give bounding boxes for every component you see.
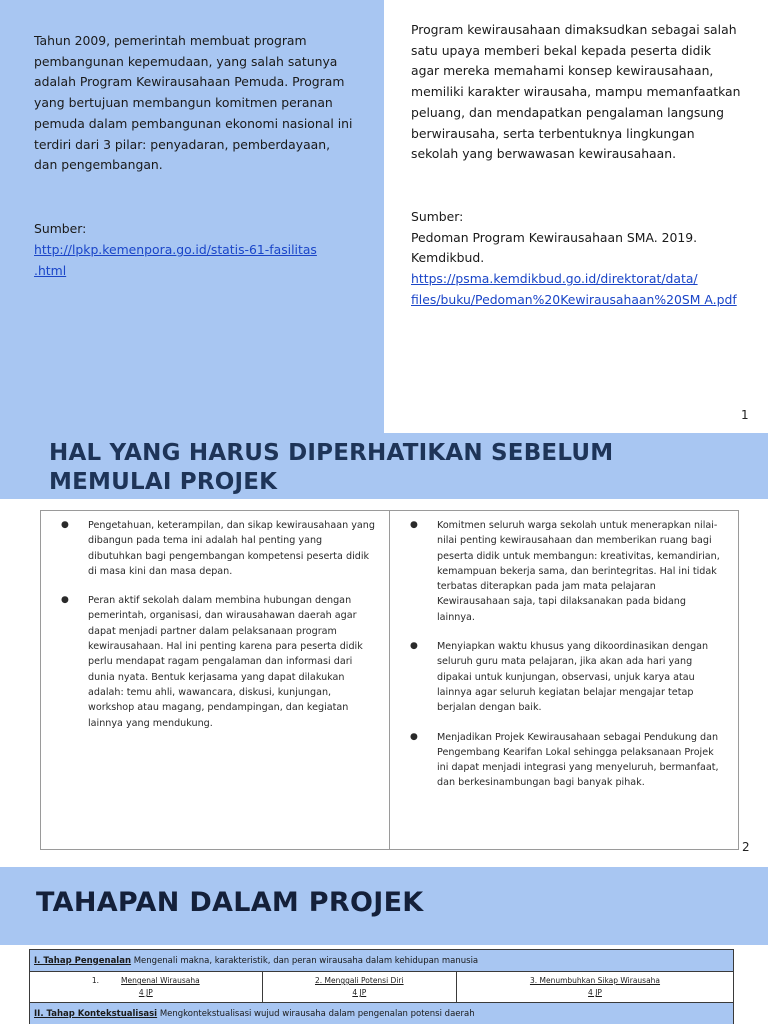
right-paragraph: Program kewirausahaan dimaksudkan sebagai salah satu upaya memberi bekal kepada peserta didik agar mereka memahami konsep kewirausahaan, memiliki karakter wirausaha, mampu memanfaatkan peluang, dan mendapatkan pengalaman langsung berwirausaha, serta terbentuknya lingkungan sekolah yang berwawasan kewirausahaan. xyxy=(411,22,741,162)
list-item: ● Komitmen seluruh warga sekolah untuk menerapkan nilai-nilai penting kewirausahaan dan memberikan ruang bagi peserta didik untuk membangun: kreativitas, kemandirian, kemampuan bekerja sama, dan berintegritas. Hal ini tidak terbatas diterapkan pada jam mata pelajaran Kewirausahaan saja, tapi dilaksanakan pada bidang lainnya. xyxy=(410,520,720,623)
stage-2-cell xyxy=(30,1003,734,1024)
table-row xyxy=(30,972,734,1003)
sub-stage-jp: 4 JP xyxy=(138,988,153,997)
left-paragraph: Tahun 2009, pemerintah membuat program pembangunan kepemudaan, yang salah satunya adalah Program Kewirausahaan Pemuda. Program yang bertujuan membangun komitmen peranan pemuda dalam pembangunan ekonomi nasional ini terdiri dari 3 pilar: penyadaran, pemberdayaan, dan pengembangan. xyxy=(34,33,353,173)
right-source-text: Pedoman Program Kewirausahaan SMA. 2019. Kemdikbud. xyxy=(411,229,698,266)
stage-1-cell xyxy=(30,950,734,972)
slide-header xyxy=(0,867,768,945)
stage-2-description: Mengkontekstualisasi wujud wirausaha dalam pengenalan potensi daerah xyxy=(159,1008,475,1019)
sub-stage-jp: 4 JP xyxy=(352,988,367,997)
sub-stage-cell xyxy=(456,972,733,1003)
slide-3 xyxy=(0,863,768,1024)
kemdikbud-link[interactable]: https://psma.kemdikbud.go.id/direktorat/data/ files/buku/Pedoman%20Kewirausahaan%20SM A.pdf xyxy=(411,271,737,307)
stage-1-title: I. Tahap Pengenalan xyxy=(34,955,132,966)
bullet-icon: ● xyxy=(61,595,69,606)
sub-stage-cell xyxy=(262,972,456,1003)
sub-stage-name: Mengenal Wirausaha xyxy=(121,976,200,985)
page-number: 2 xyxy=(742,840,750,854)
table-row xyxy=(30,1003,734,1024)
stages-table xyxy=(29,949,734,1024)
bullet-icon: ● xyxy=(410,731,418,742)
slide-1 xyxy=(0,0,768,433)
sub-stage-cell: 1. Mengenal Wirausaha 4 JP xyxy=(30,972,263,1003)
bullet-icon: ● xyxy=(410,641,418,652)
right-column xyxy=(389,511,738,849)
slide-title: TAHAPAN DALAM PROJEK xyxy=(36,887,424,918)
sub-stage-name: 2. Menggali Potensi Diri xyxy=(314,976,404,985)
bullet-icon: ● xyxy=(61,520,69,530)
list-item: ● Pengetahuan, keterampilan, dan sikap kewirausahaan yang dibangun pada tema ini adalah hal penting yang dibutuhkan bagi pengembangan kompetensi peserta didik di masa kini dan masa depan. xyxy=(61,520,375,577)
slide-header xyxy=(0,433,768,499)
kemenpora-link[interactable]: http://lpkp.kemenpora.go.id/statis-61-fasilitas .html xyxy=(34,242,317,278)
sub-stage-name: 3. Menumbuhkan Sikap Wirausaha xyxy=(529,976,661,985)
left-source-label: Sumber: xyxy=(34,221,87,236)
stage-1-description: Mengenali makna, karakteristik, dan peran wirausaha dalam kehidupan manusia xyxy=(133,955,479,966)
right-source xyxy=(411,207,751,311)
slide-title: HAL YANG HARUS DIPERHATIKAN SEBELUM MEMULAI PROJEK xyxy=(49,440,614,495)
list-item: ● Menyiapkan waktu khusus yang dikoordinasikan dengan seluruh guru mata pelajaran, jika akan ada hari yang dipakai untuk kunjungan, observasi, unjuk karya atau lainnya agar seluruh kegiatan belajar mengajar tetap berjalan dengan baik. xyxy=(410,641,709,714)
sub-stage-jp: 4 JP xyxy=(588,988,602,997)
two-column-box xyxy=(40,510,739,850)
list-item: ● Peran aktif sekolah dalam membina hubungan dengan pemerintah, organisasi, dan wirausahawan daerah agar dapat menjadi partner dalam pelaksanaan program kewirausahaan. Hal ini penting karena para peserta didik perlu mendapat ragam pengalaman dan informasi dari dunia nyata. Bentuk kerjasama yang dapat dilakukan adalah: temu ahli, wawancara, diskusi, kunjungan, workshop atau magang, pendampingan, dan kegiatan lainnya yang mendukung. xyxy=(61,595,363,729)
bullet-icon: ● xyxy=(410,520,418,530)
page-number: 1 xyxy=(741,408,749,422)
left-column xyxy=(41,511,389,849)
list-item: ● Menjadikan Projek Kewirausahaan sebagai Pendukung dan Pengembang Kearifan Lokal sehingga pelaksanaan Projek ini dapat menjadi integrasi yang menyeluruh, bermanfaat, dan berkesinambungan bagi banyak pihak. xyxy=(410,731,719,789)
right-source-label: Sumber: xyxy=(411,209,464,224)
slide-2 xyxy=(0,433,768,863)
table-row xyxy=(30,950,734,972)
stage-2-title: II. Tahap Kontekstualisasi xyxy=(34,1008,158,1019)
